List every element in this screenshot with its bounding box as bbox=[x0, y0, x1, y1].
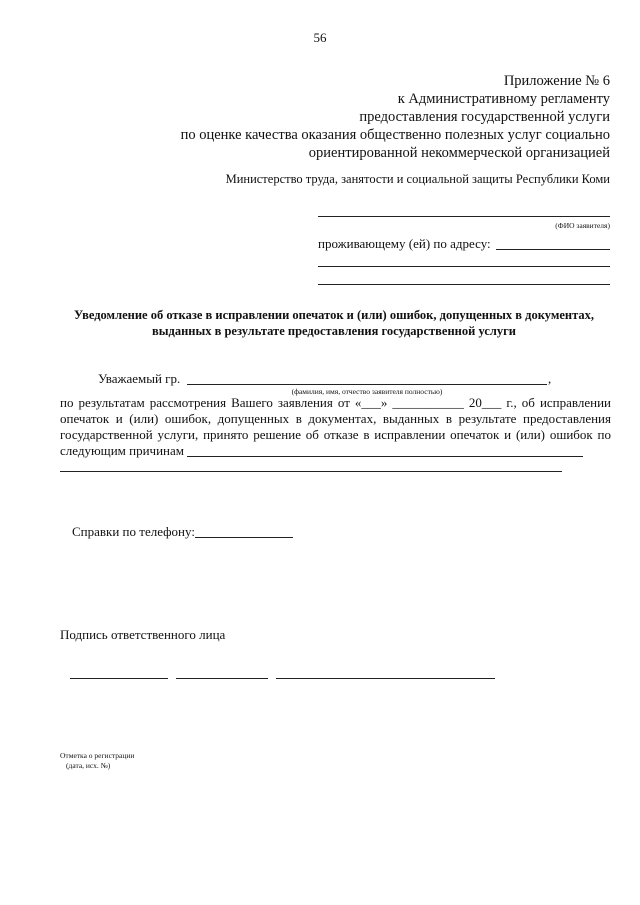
notice-title-line-1: Уведомление об отказе в исправлении опечаток и (или) ошибок, допущенных в документах, bbox=[73, 308, 595, 322]
applicant-fio-line bbox=[318, 216, 610, 217]
appendix-line-3: предоставления государственной услуги bbox=[359, 109, 610, 125]
reasons-line-1 bbox=[187, 456, 583, 457]
appendix-line-4: по оценке качества оказания общественно полезных услуг социально bbox=[180, 127, 610, 143]
applicant-fio-caption: (ФИО заявителя) bbox=[555, 221, 610, 230]
notice-title-line-2: выданных в результате предоставления государственной услуги bbox=[151, 324, 517, 338]
registration-line-2: (дата, исх. №) bbox=[66, 761, 111, 770]
address-line-1 bbox=[496, 249, 610, 250]
signature-line-name bbox=[276, 678, 495, 679]
signature-line-position bbox=[70, 678, 168, 679]
phone-line bbox=[195, 537, 293, 538]
appendix-header bbox=[181, 72, 610, 162]
registration-line-1: Отметка о регистрации bbox=[60, 751, 135, 760]
notice-body: по результатам рассмотрения Вашего заявления от «___» ___________ 20___ г., об исправлении опечаток и (или) ошибок, допущенных в документах, выданных в результате предоставления государственной услуги, принято решение об отказе в исправлении опечаток и (или) ошибок по следующим причинам bbox=[60, 395, 611, 458]
registration-mark bbox=[60, 751, 134, 771]
address-label: проживающему (ей) по адресу: bbox=[318, 236, 491, 251]
notice-title bbox=[60, 307, 608, 339]
ministry-name: Министерство труда, занятости и социальной защиты Республики Коми bbox=[225, 172, 610, 186]
page-number: 56 bbox=[313, 30, 327, 45]
phone-label: Справки по телефону: bbox=[72, 524, 195, 539]
appendix-line-5: ориентированной некоммерческой организацией bbox=[308, 145, 610, 161]
address-line-3 bbox=[318, 284, 610, 285]
salutation-comma: , bbox=[548, 371, 552, 386]
salutation-text: Уважаемый гр. bbox=[98, 371, 181, 386]
appendix-line-1: Приложение № 6 bbox=[503, 73, 610, 89]
address-line-2 bbox=[318, 266, 610, 267]
signature-line-sign bbox=[176, 678, 268, 679]
signature-label: Подпись ответственного лица bbox=[60, 627, 226, 642]
salutation-name-line bbox=[187, 384, 547, 385]
salutation-caption: (фамилия, имя, отчество заявителя полностью) bbox=[291, 387, 443, 396]
appendix-line-2: к Административному регламенту bbox=[397, 91, 610, 107]
reasons-line-2 bbox=[60, 471, 562, 472]
